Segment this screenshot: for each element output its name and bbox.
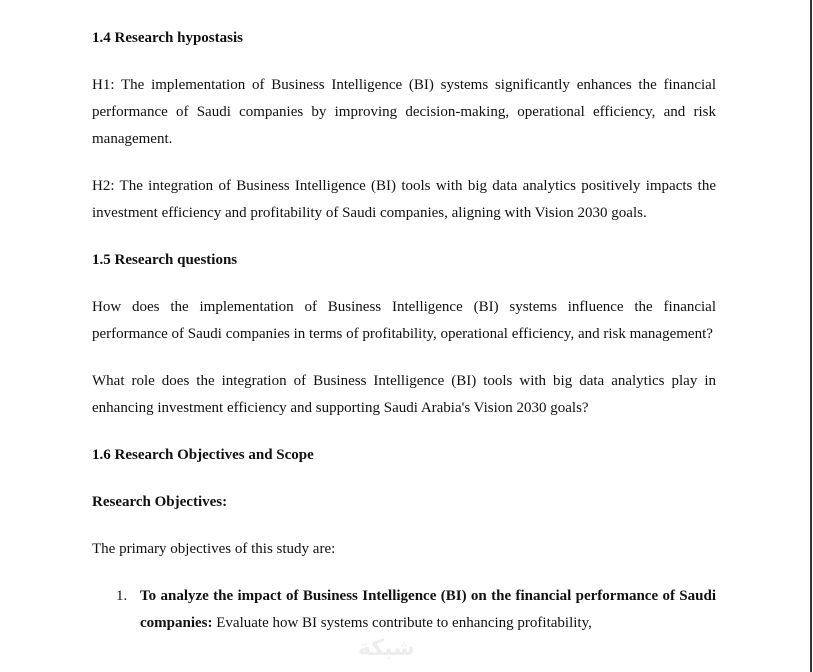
subheading-research-objectives: Research Objectives: <box>92 494 228 510</box>
hypothesis-h1: H1: The implementation of Business Intelligence (BI) systems significantly enhances the financial performance of Saudi companies by improving decision-making, operational efficiency, and risk management. <box>92 77 716 147</box>
watermark-logo: ﺷﺒﻜﺔ <box>358 636 415 661</box>
list-item-bold-lead: To analyze the impact of Business Intelligence (BI) on the financial performance of Saudi companies: <box>140 588 716 631</box>
hypothesis-h2: H2: The integration of Business Intelligence (BI) tools with big data analytics positively impacts the investment efficiency and profitability of Saudi companies, aligning with Vision 2030 goals. <box>92 178 716 221</box>
section-heading-1-5: 1.5 Research questions <box>92 252 238 268</box>
research-question-1: How does the implementation of Business Intelligence (BI) systems influence the financial performance of Saudi companies in terms of profitability, operational efficiency, and risk management? <box>92 299 716 342</box>
list-item-text: Evaluate how BI systems contribute to enhancing profitability, <box>212 615 592 631</box>
document-content <box>92 25 716 637</box>
list-item-number: 1. <box>116 588 128 604</box>
page-edge-divider <box>810 0 812 672</box>
research-question-2: What role does the integration of Business Intelligence (BI) tools with big data analytics play in enhancing investment efficiency and supporting Saudi Arabia's Vision 2030 goals? <box>92 373 716 416</box>
objectives-intro: The primary objectives of this study are: <box>92 541 336 557</box>
section-heading-1-4: 1.4 Research hypostasis <box>92 30 243 46</box>
list-item <box>92 583 716 637</box>
section-heading-1-6: 1.6 Research Objectives and Scope <box>92 447 314 463</box>
objectives-list <box>92 583 716 637</box>
